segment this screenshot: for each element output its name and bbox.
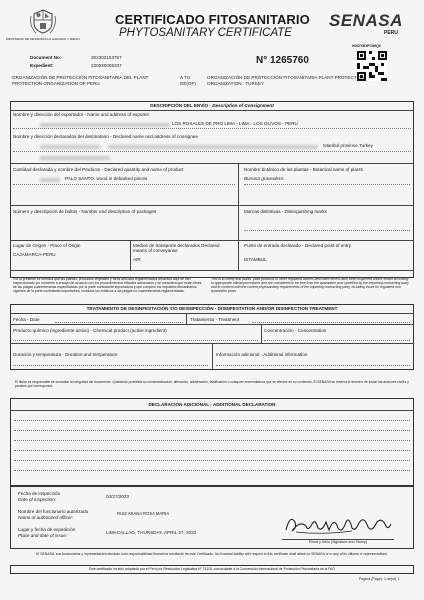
page-indicator: Pagina (Page): 1 de(of) 1: [359, 577, 400, 581]
inspection-date-value: 04/27/2023: [106, 494, 129, 499]
treatment-type-label: Tratamiento - Treatment: [190, 317, 240, 322]
expedient-value: 230020005337: [91, 63, 122, 68]
certification-text-es: Por la presente se certifica que las plantas, productos vegetales y otros artículos reglamentados descritos aquí se han inspeccionado y/o sometido a ensayo de acuerdo con los procedimientos oficiales adecuados y se considera que están libres de las plagas cuarentenarias especificadas por la parte contratante importadora y que cumplen los requisitos fitosanitarios vigentes de la parte contratante importadora, incluidos los relativos a las plagas no cuarentenarias reglamentadas.: [13, 277, 202, 294]
peru-coat-of-arms-icon: [28, 6, 58, 36]
brand-logo: SENASA: [329, 11, 403, 30]
doc-code: HODY8DPCIMQ9: [352, 44, 381, 48]
issue-place-label-en: Place and date of issue:: [18, 533, 68, 538]
additional-declaration-section: [10, 398, 414, 486]
entry-value: ISTAMBUL: [244, 257, 267, 262]
additional-info-label: Información adicional - Additional information: [216, 352, 308, 357]
treatment-title: TRATAMIENTO DE DESINFESTACIÓN Y/O DESINFECCIÓN - DISINFESTATION AND/OR DISINFECTION TREATMENT: [86, 306, 338, 311]
officer-label-es: Nombre del funcionario autorizado: [18, 509, 89, 514]
document-label: Document No:: [30, 55, 62, 60]
marks-label: Marcas distintivas - Distinguishing marks: [244, 209, 327, 214]
a-to-label: A TO DE(OF): [180, 75, 196, 86]
packages-label: Número y descripción de bultos - Number and description of packages: [13, 209, 157, 214]
origin-value: CAJAMARCA-PERU: [13, 252, 56, 257]
transport-value: AIR: [133, 257, 141, 262]
treatment-date-label: Fecha - Date: [13, 317, 40, 322]
document-value: 202302153757: [91, 55, 122, 60]
botanical-value: Bursera graveolens: [244, 176, 284, 181]
consignee-value: Istanbul province,Turkey: [323, 143, 373, 148]
botanical-label: Nombre botánico de las plantas - Botanical name of plants: [244, 167, 363, 172]
title-en: PHYTOSANITARY CERTIFICATE: [119, 27, 292, 39]
exporter-value: LOS ROSALES DE PRO LIMA - LIMA - LOS OLIVOS - PERU: [172, 121, 298, 126]
concentration-label: Concentración - Concentration: [264, 328, 327, 333]
expedient-label: Expedient:: [30, 63, 54, 68]
title-es: CERTIFICADO FITOSANITARIO: [115, 12, 310, 27]
issue-place-value: LIMACALLAO, THURSDAY, APRIL 27, 2023: [106, 530, 197, 535]
officer-signature: [282, 508, 394, 538]
org-to: ORGANIZACIÓN DE PROTECCIÓN FITOSANITARIA PLANT PROTECTION ORGANIZATION : TURKEY: [207, 75, 365, 86]
issue-place-label-es: Lugar y fecha de expedición: [18, 527, 76, 532]
origin-label: Lugar de Origen - Place of Origin: [13, 243, 81, 248]
certificate-number: N° 1265760: [256, 55, 309, 66]
org-from: ORGANIZACIÓN DE PROTECCIÓN FITOSANITARIA DEL PLANT PROTECTION ORGANIZATION OF PERU: [12, 75, 149, 86]
chemical-label: Producto químico (ingrediente activo) - Chemical product (active ingredient): [13, 328, 167, 333]
legal-text: Este certificado ha sido adoptado por el Perú por Resolución Legislativa N° 21115, concordante a la Convención Internacional de Protección Fitosanitaria de la FAO: [88, 567, 336, 571]
consignee-label: Nombre y dirección declarados del destinatario - Declared name and address of consignee: [13, 134, 198, 139]
additional-declaration-title: DECLARACIÓN ADICIONAL - ADDITIONAL DECLARATION: [148, 402, 276, 407]
quantity-value: PALO SANTO, wood in debarked pieces: [65, 176, 148, 181]
transport-label: Medios de transporte declarados Declared means of conveyanse: [133, 243, 220, 254]
liability-statement: El SENASA, sus funcionarios y representantes declinan toda responsabilidad financiera resultante de este Certificado. No financial liability with respect to this certificate shall attach to SENASA or to any of its officers or representatives.: [36, 552, 388, 556]
brand-sub: PERU: [384, 30, 398, 36]
certification-text-en: This is to certify that plants, plant products or other regulated articles described herein have been inspected and/or tested according to appropriate official procedures and are considered to be free from the quarantine pest specified by the importing contracting party and to conform with the current phytosanitary requirements of the importing contracting party, including those for regulated non quarantine pests.: [211, 277, 409, 294]
duration-label: Duración y temperatura - Duration and temperature: [13, 352, 118, 357]
officer-value: RUIZ ARANA ROSA MARIA: [117, 511, 170, 516]
consignment-title: DESCRIPCIÓN DEL ENVÍO - Description of Consignment: [150, 103, 274, 108]
exporter-label: Nombre y dirección del exportador - Name and address of exporter: [13, 112, 150, 117]
ministry-name: MINISTERIO DE DESARROLLO AGRARIO Y RIEGO: [6, 37, 80, 41]
inspection-date-label-es: Fecha de inspección: [18, 491, 61, 496]
quantity-label: Cantidad declarada y nombre del Producto - Declared quantity and name of product: [13, 167, 184, 172]
custody-disclaimer: El titular es responsable de custodiar la integridad del documento. Quedando prohibida su comercialización, alteración, adulteración, falsificación o cualquier enmendadura que se efectúe en su contenido. El SENASA se reserva el derecho de iniciar las acciones civiles y penales que corresponda.: [15, 380, 409, 389]
entry-label: Punto de entrada declarado - Declared point of entry: [244, 243, 351, 248]
signature-caption: Firma y Sello (Signature and Stamp): [308, 540, 368, 544]
officer-label-en: Name of authorized officer:: [18, 515, 74, 520]
inspection-date-label-en: Date of inspection:: [18, 497, 57, 502]
